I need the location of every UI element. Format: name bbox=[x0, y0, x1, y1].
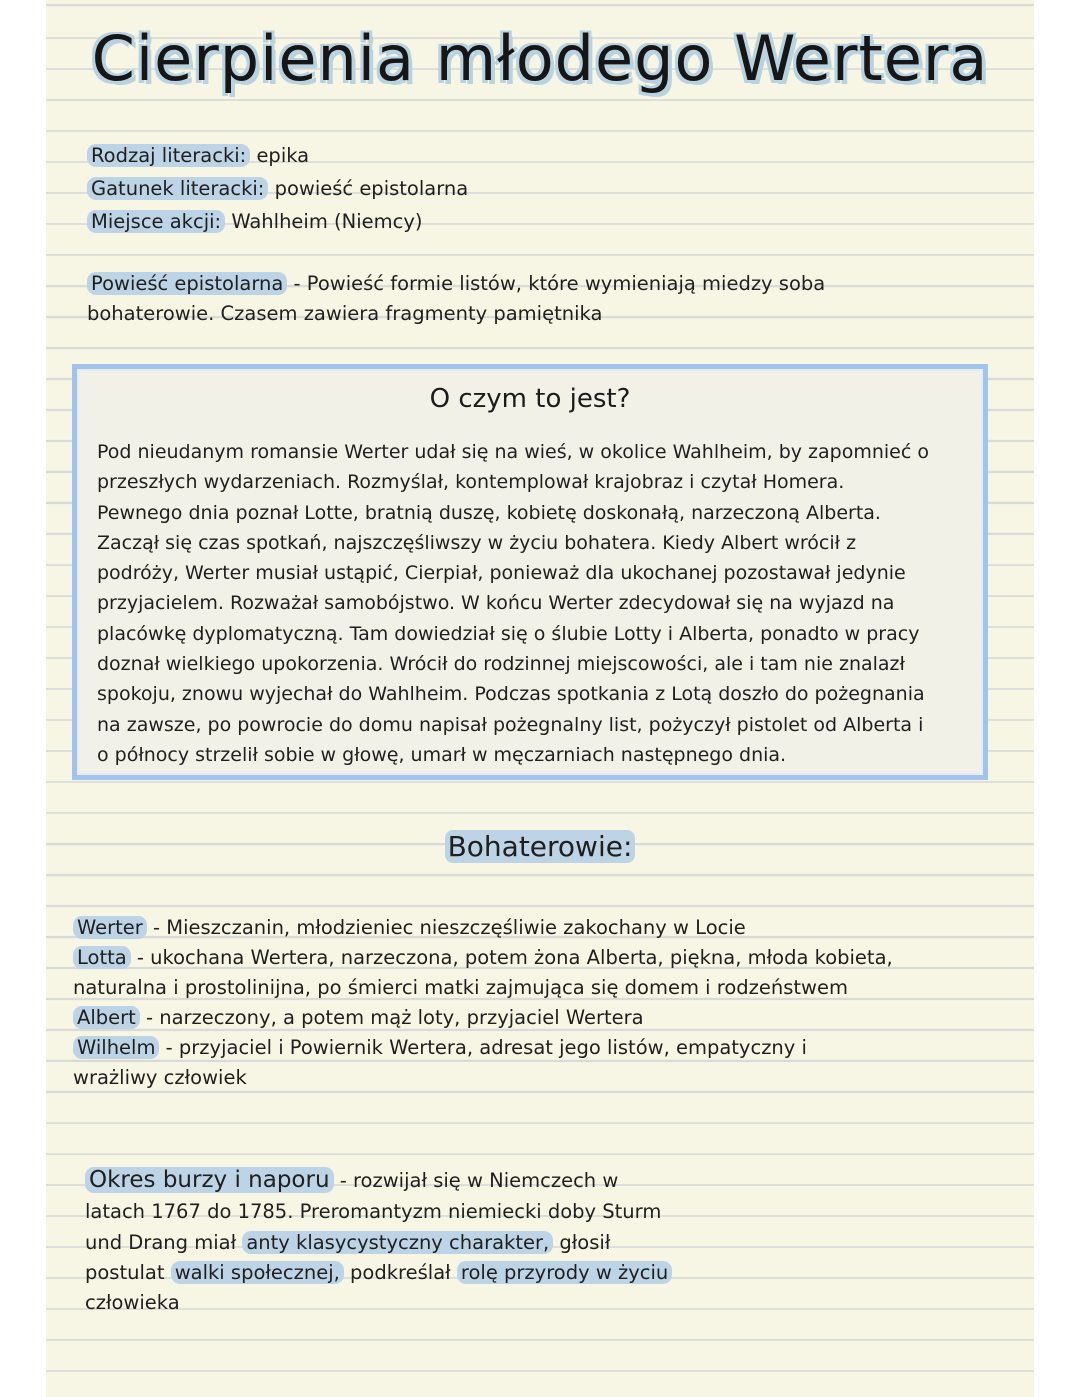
character-werter bbox=[73, 913, 746, 943]
character-name: Albert bbox=[73, 1006, 140, 1029]
era-line-1 bbox=[85, 1165, 618, 1196]
info-label: Miejsce akcji: bbox=[87, 210, 225, 233]
definition-line-1 bbox=[87, 269, 825, 299]
summary-heading: O czym to jest? bbox=[429, 384, 631, 414]
summary-line: przeszłych wydarzeniach. Rozmyślał, kontemplował krajobraz i czytał Homera. bbox=[97, 471, 845, 494]
character-desc: - Mieszczanin, młodzieniec nieszczęśliwie zakochany w Locie bbox=[146, 916, 746, 939]
info-genre-type bbox=[87, 174, 468, 204]
character-desc: - narzeczony, a potem mąż loty, przyjaciel Wertera bbox=[139, 1006, 644, 1029]
summary-line: przyjacielem. Rozważał samobójstwo. W końcu Werter zdecydował się na wyjazd na bbox=[97, 592, 895, 615]
summary-line: Zaczął się czas spotkań, najszczęśliwszy w życiu bohatera. Kiedy Albert wrócił z bbox=[97, 531, 857, 554]
era-text: postulat bbox=[85, 1261, 171, 1284]
page-title: Cierpienia młodego Wertera bbox=[91, 22, 989, 95]
summary-line: Pod nieudanym romansie Werter udał się na wieś, w okolice Wahlheim, by zapomnieć o bbox=[97, 441, 929, 463]
definition-line-2: bohaterowie. Czasem zawiera fragmenty pamiętnika bbox=[87, 302, 603, 325]
character-desc: - przyjaciel i Powiernik Wertera, adresat jego listów, empatyczny i bbox=[159, 1036, 807, 1059]
era-term: Okres burzy i naporu bbox=[85, 1167, 334, 1193]
character-name: Werter bbox=[73, 916, 147, 939]
era-text: podkreślał bbox=[343, 1261, 457, 1284]
era-line-5: człowieka bbox=[85, 1291, 180, 1314]
info-value: Wahlheim (Niemcy) bbox=[231, 210, 423, 233]
info-genre-kind bbox=[87, 141, 309, 171]
summary-box bbox=[72, 364, 988, 780]
era-line-4 bbox=[85, 1258, 672, 1288]
character-name: Lotta bbox=[73, 946, 131, 969]
info-label: Gatunek literacki: bbox=[87, 177, 268, 200]
character-albert bbox=[73, 1003, 644, 1033]
era-line-2: latach 1767 do 1785. Preromantyzm niemiecki doby Sturm bbox=[85, 1200, 662, 1223]
character-wilhelm bbox=[73, 1033, 807, 1063]
summary-line: na zawsze, po powrocie do domu napisał pożegnalny list, pożyczył pistolet od Alberta i bbox=[97, 713, 924, 736]
era-line-3 bbox=[85, 1228, 610, 1258]
characters-heading bbox=[46, 830, 1034, 863]
era-highlight: rolę przyrody w życiu bbox=[457, 1261, 672, 1284]
definition-term: Powieść epistolarna bbox=[87, 272, 287, 295]
summary-line: Pewnego dnia poznał Lotte, bratnią duszę, kobietę doskonałą, narzeczoną Alberta. bbox=[97, 501, 881, 524]
summary-line: o północy strzelił sobie w głowę, umarł w męczarniach następnego dnia. bbox=[97, 743, 787, 766]
era-text: głosił bbox=[553, 1231, 611, 1254]
character-desc: - ukochana Wertera, narzeczona, potem żona Alberta, piękna, młoda kobieta, bbox=[130, 946, 893, 969]
summary-line: spokoju, znowu wyjechał do Wahlheim. Podczas spotkania z Lotą doszło do pożegnania bbox=[97, 683, 925, 706]
summary-line: doznał wielkiego upokorzenia. Wrócił do rodzinnej miejscowości, ale i tam nie znalazł bbox=[97, 653, 905, 676]
summary-line: podróży, Werter musiał ustąpić, Cierpiał, ponieważ dla ukochanej pozostawał jedynie bbox=[97, 562, 906, 585]
era-text: - rozwijał się w Niemczech w bbox=[333, 1169, 619, 1192]
era-text: und Drang miał bbox=[85, 1231, 243, 1254]
info-label: Rodzaj literacki: bbox=[87, 144, 250, 167]
era-highlight: anty klasycystyczny charakter, bbox=[242, 1231, 553, 1254]
info-value: epika bbox=[256, 144, 310, 167]
character-name: Wilhelm bbox=[73, 1036, 159, 1059]
character-lotta bbox=[73, 943, 893, 973]
summary-text bbox=[97, 437, 971, 770]
definition-text: - Powieść formie listów, które wymieniają miedzy soba bbox=[287, 272, 826, 295]
info-value: powieść epistolarna bbox=[274, 177, 469, 200]
characters-heading-text: Bohaterowie: bbox=[445, 830, 636, 863]
era-highlight: walki społecznej, bbox=[171, 1261, 344, 1284]
character-lotta-cont: naturalna i prostolinijna, po śmierci matki zajmująca się domem i rodzeństwem bbox=[73, 976, 849, 999]
character-wilhelm-cont: wrażliwy człowiek bbox=[73, 1066, 247, 1089]
info-setting bbox=[87, 207, 423, 237]
summary-line: placówkę dyplomatyczną. Tam dowiedział się o ślubie Lotty i Alberta, ponadto w pracy bbox=[97, 622, 920, 645]
notebook-page bbox=[46, 0, 1034, 1397]
